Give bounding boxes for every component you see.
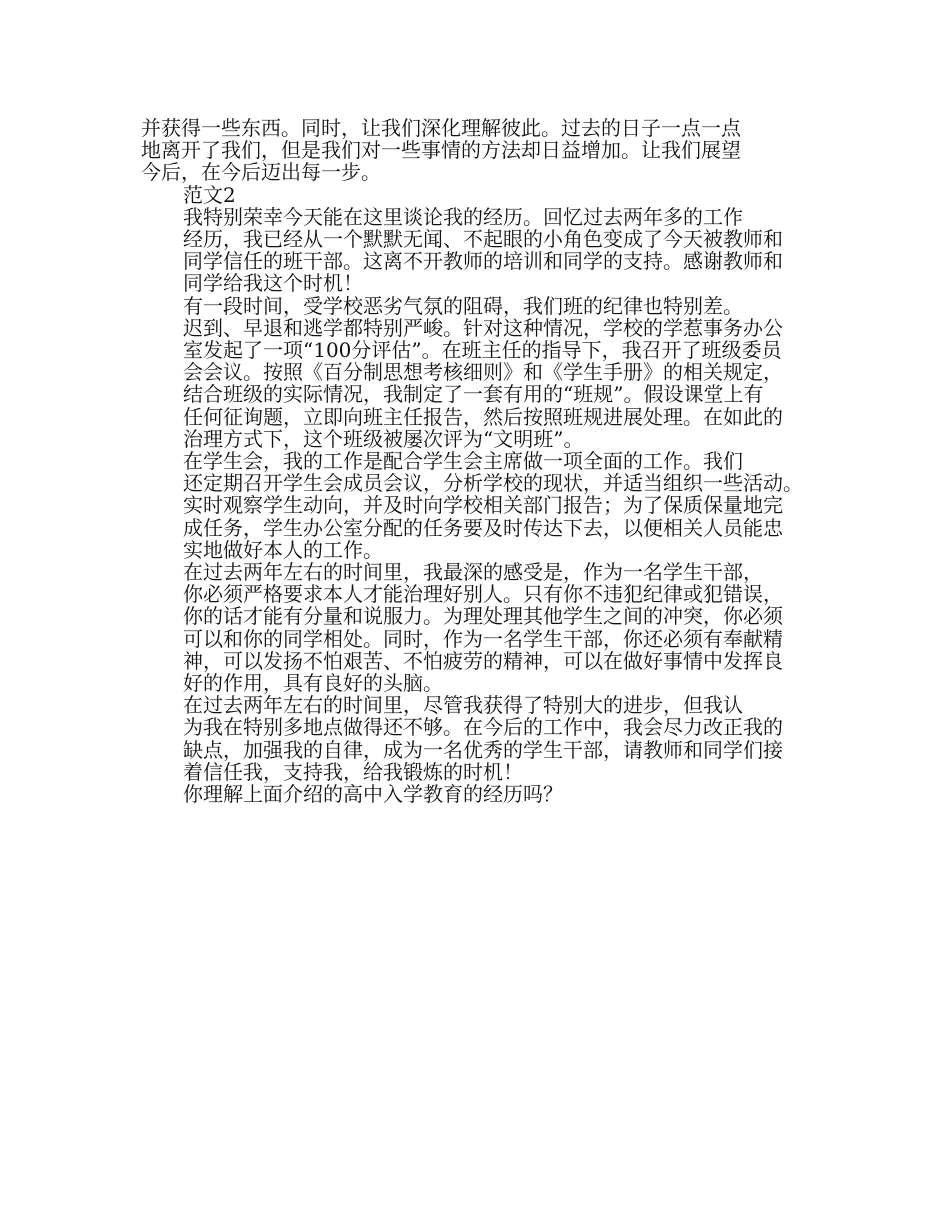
text-line: 你的话才能有分量和说服力。为理处理其他学生之间的冲突，你必须 <box>183 604 783 629</box>
text-line: 实时观察学生动向，并及时向学校相关部门报告；为了保质保量地完 <box>183 493 783 518</box>
text-line: 成任务，学生办公室分配的任务要及时传达下去，以便相关人员能忠 <box>183 515 783 540</box>
text-line: 你理解上面介绍的高中入学教育的经历吗？ <box>183 782 563 807</box>
paragraph-conclusion <box>141 694 821 783</box>
text-line: 今后，在今后迈出每一步。 <box>141 160 381 185</box>
text-line: 治理方式下，这个班级被屡次评为“文明班”。 <box>183 426 584 451</box>
text-line: 你必须严格要求本人才能治理好别人。只有你不违犯纪律或犯错误， <box>183 582 783 607</box>
text-line: 实地做好本人的工作。 <box>183 537 383 562</box>
text-line: 我特别荣幸今天能在这里谈论我的经历。回忆过去两年多的工作 <box>183 204 743 229</box>
closing-question <box>141 783 821 805</box>
section-heading <box>141 184 821 206</box>
paragraph-intro <box>141 206 821 295</box>
text-line: 范文2 <box>183 182 236 207</box>
text-line: 地离开了我们，但是我们对一些事情的方法却日益增加。让我们展望 <box>141 138 741 163</box>
text-line: 着信任我，支持我，给我锻炼的时机！ <box>183 759 523 784</box>
document-body <box>141 117 821 805</box>
text-line: 在过去两年左右的时间里，我最深的感受是，作为一名学生干部， <box>183 560 763 585</box>
text-line: 同学信任的班干部。这离不开教师的培训和同学的支持。感谢教师和 <box>183 249 783 274</box>
text-line: 会会议。按照《百分制思想考核细则》和《学生手册》的相关规定， <box>183 360 783 385</box>
text-line: 神，可以发扬不怕艰苦、不怕疲劳的精神，可以在做好事情中发挥良 <box>183 648 783 673</box>
paragraph-student-union <box>141 450 821 561</box>
text-line: 结合班级的实际情况，我制定了一套有用的“班规”。假设课堂上有 <box>183 382 764 407</box>
paragraph-reflection <box>141 561 821 694</box>
text-line: 并获得一些东西。同时，让我们深化理解彼此。过去的日子一点一点 <box>141 116 741 140</box>
text-line: 在过去两年左右的时间里，尽管我获得了特别大的进步，但我认 <box>183 693 743 718</box>
text-line: 还定期召开学生会成员会议，分析学校的现状，并适当组织一些活动。 <box>183 471 803 496</box>
paragraph-continuation <box>141 117 821 184</box>
text-line: 缺点，加强我的自律，成为一名优秀的学生干部，请教师和同学们接 <box>183 737 783 762</box>
text-line: 为我在特别多地点做得还不够。在今后的工作中，我会尽力改正我的 <box>183 715 783 740</box>
text-line: 迟到、早退和逃学都特别严峻。针对这种情况，学校的学惹事务办公 <box>183 315 783 340</box>
text-line: 可以和你的同学相处。同时，作为一名学生干部，你还必须有奉献精 <box>183 626 783 651</box>
text-line: 室发起了一项“100分评估”。在班主任的指导下，我召开了班级委员 <box>183 338 782 363</box>
text-line: 好的作用，具有良好的头脑。 <box>183 671 443 696</box>
text-line: 同学给我这个时机！ <box>183 271 363 296</box>
text-line: 经历，我已经从一个默默无闻、不起眼的小角色变成了今天被教师和 <box>183 227 783 252</box>
text-line: 有一段时间，受学校恶劣气氛的阻碍，我们班的纪律也特别差。 <box>183 293 743 318</box>
text-line: 任何征询题，立即向班主任报告，然后按照班规进展处理。在如此的 <box>183 404 783 429</box>
text-line: 在学生会，我的工作是配合学生会主席做一项全面的工作。我们 <box>183 449 743 474</box>
paragraph-discipline <box>141 295 821 450</box>
